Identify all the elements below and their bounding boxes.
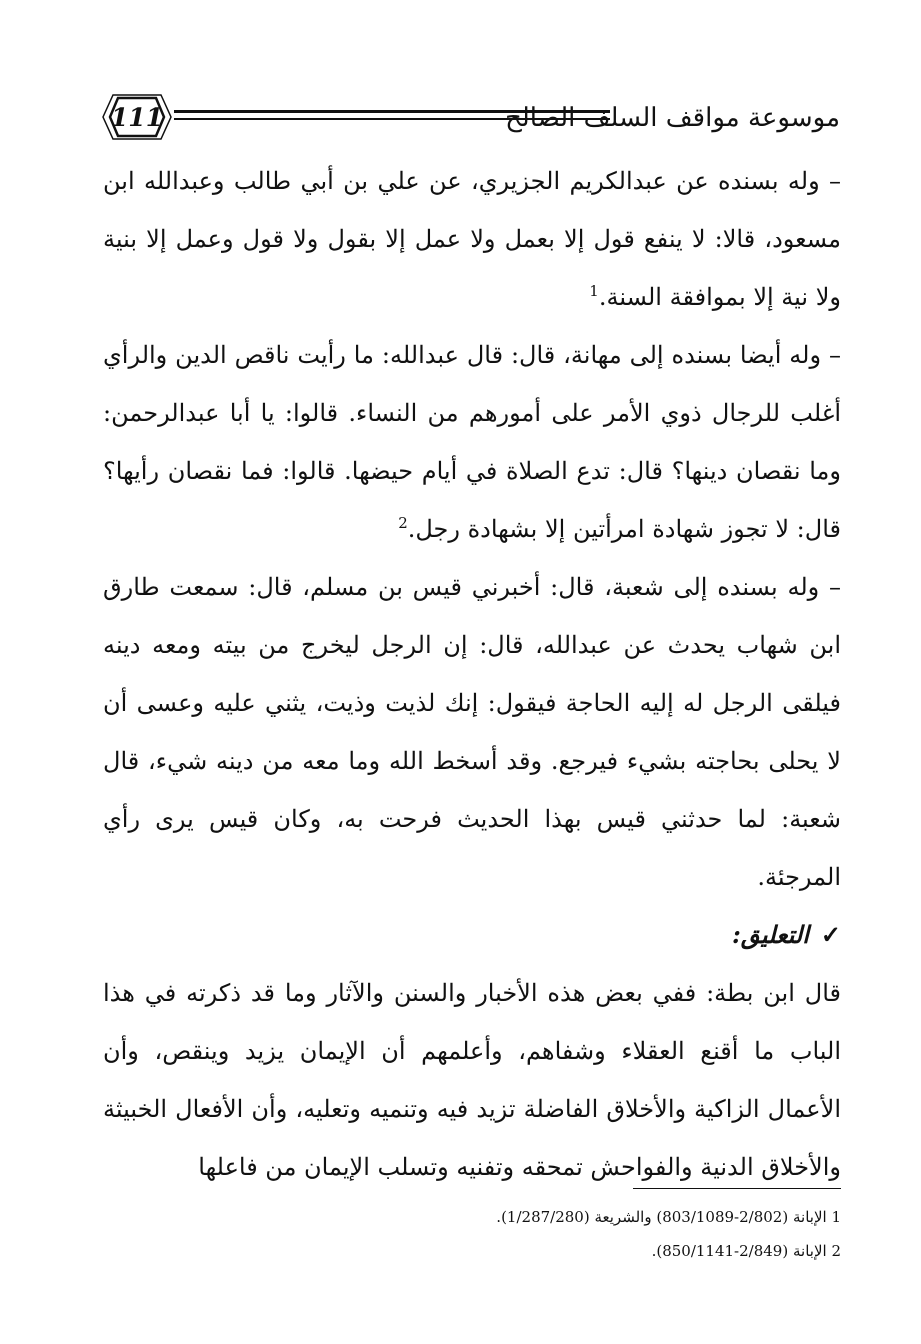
- footnote-number: 1: [831, 1208, 841, 1226]
- commentary-heading: [103, 906, 841, 964]
- footnote-ref-1: 1: [589, 282, 599, 300]
- commentary-paragraph: [103, 964, 841, 1196]
- paragraph-text: – وله بسنده إلى شعبة، قال: أخبرني قيس بن مسلم، قال: سمعت طارق ابن شهاب يحدث عن عبدالله، قال: إن الرجل ليخرج من بيته ومعه دينه فيلقى الرجل له إليه الحاجة فيقول: إنك لذيت وذيت، يثني عليه وعسى أن لا يحلى بحاجته بشيء فيرجع. وقد أسخط الله وما معه من دينه شيء، قال شعبة: لما حدثني قيس بهذا الحديث فرحت به، وكان قيس يرى رأي المرجئة.: [103, 573, 841, 891]
- paragraph-2: [103, 326, 841, 558]
- footnote-number: 2: [831, 1242, 841, 1260]
- paragraph-1: [103, 152, 841, 326]
- paragraph-text: – وله بسنده عن عبدالكريم الجزيري، عن علي بن أبي طالب وعبدالله ابن مسعود، قالا: لا ينفع قول إلا بعمل ولا عمل إلا بقول ولا قول وعمل إلا بنية ولا نية إلا بموافقة السنة.: [103, 167, 841, 311]
- page-header: [100, 90, 840, 146]
- paragraph-text: – وله أيضا بسنده إلى مهانة، قال: قال عبدالله: ما رأيت ناقص الدين والرأي أغلب للرجال ذوي الأمر على أمورهم من النساء. قالوا: يا أبا عبدالرحمن: وما نقصان دينها؟ قال: تدع الصلاة في أيام حيضها. قالوا: فما نقصان رأيها؟ قال: لا تجوز شهادة امرأتين إلا بشهادة رجل.: [103, 341, 841, 543]
- paragraph-3: [103, 558, 841, 906]
- footnote-ref-2: 2: [398, 514, 408, 532]
- footnote-text: الإبانة (2/849-850/1141).: [651, 1242, 827, 1260]
- commentary-text: قال ابن بطة: ففي بعض هذه الأخبار والسنن والآثار وما قد ذكرته في هذا الباب ما أقنع العقلاء وشفاهم، وأعلمهم أن الإيمان يزيد وينقص، وأن الأعمال الزاكية والأخلاق الفاضلة تزيد فيه وتنميه وتعليه، وأن الأفعال الخبيثة والأخلاق الدنية والفواحش تمحقه وتفنيه وتسلب الإيمان من فاعلها: [103, 979, 842, 1181]
- book-title: موسوعة مواقف السلف الصالح: [505, 103, 840, 133]
- footnote-2: [420, 1234, 841, 1268]
- page-number: 111: [110, 102, 164, 132]
- footnote-1: [420, 1200, 841, 1234]
- check-icon: ✓: [820, 920, 841, 949]
- footnote-text: الإبانة (2/802-803/1089) والشريعة (1/287/280).: [496, 1208, 827, 1226]
- body-text: [103, 152, 841, 1196]
- commentary-heading-text: التعليق:: [732, 920, 809, 949]
- footnote-separator: [633, 1188, 841, 1189]
- footnotes: [420, 1200, 841, 1268]
